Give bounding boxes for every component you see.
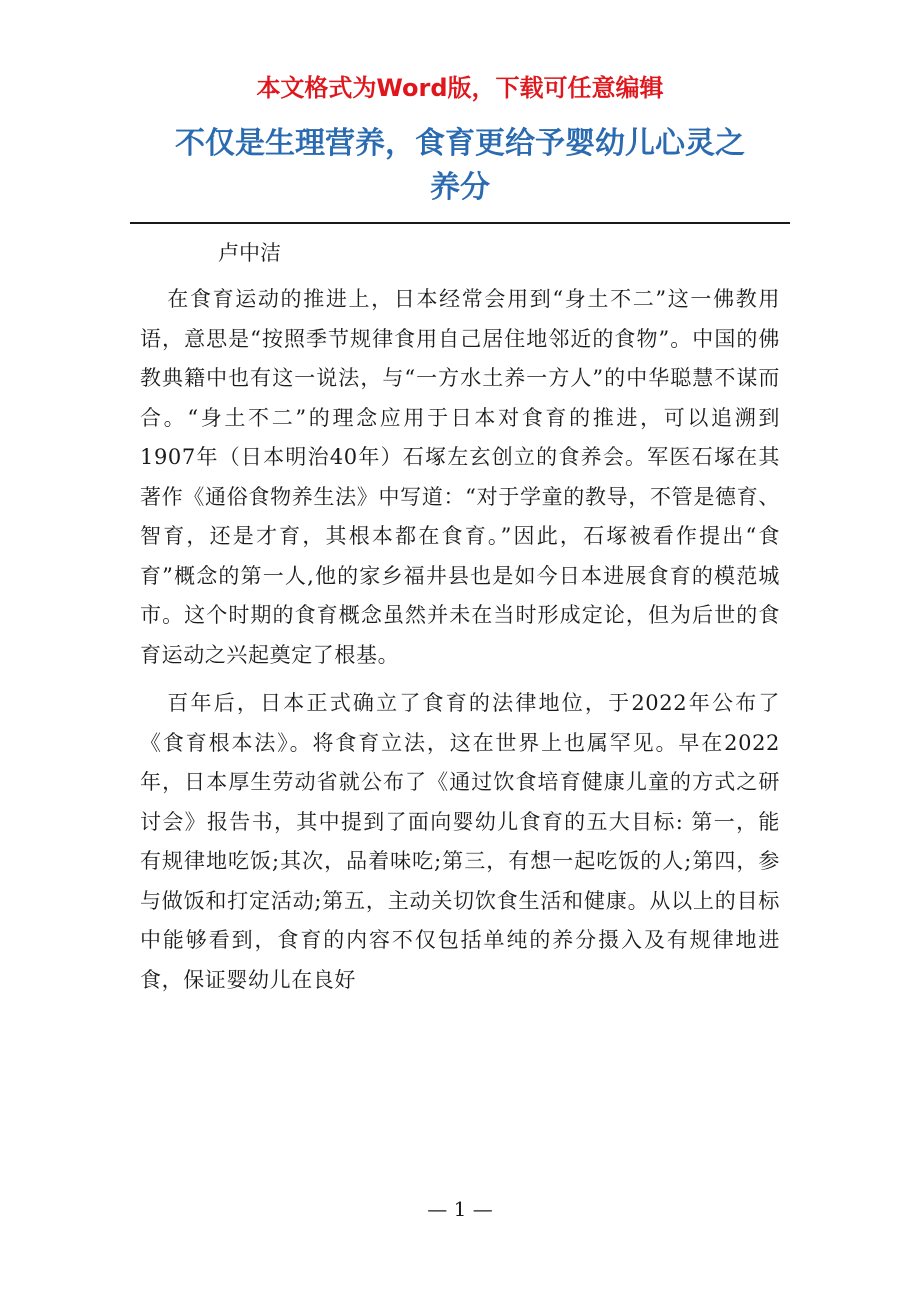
paragraph-2: 百年后，日本正式确立了食育的法律地位，于2022年公布了《食育根本法》。将食育立法，这在世界上也属罕见。早在2022年，日本厚生劳动省就公布了《通过饮食培育健康儿童的方式之研讨会》报告书，其中提到了面向婴幼儿食育的五大目标: 第一，能有规律地吃饭;其次，品着味吃;第三，有想一起吃饭的人;第四，参与做饭和打定活动;第五，主动关切饮食生活和健康。从以上的目标中能够看到，食育的内容不仅包括单纯的养分摄入及有规律地进食，保证婴幼儿在良好: [140, 691, 780, 992]
article-title: [130, 122, 790, 210]
page-number: — 1 —: [427, 1197, 493, 1221]
title-divider: [130, 222, 790, 224]
article-body: [140, 280, 780, 1009]
author-name: 卢中洁: [218, 241, 281, 265]
title-line-1: 不仅是生理营养，食育更给予婴幼儿心灵之: [175, 126, 745, 161]
title-line-2: 养分: [430, 170, 490, 205]
paragraph-1: 在食育运动的推进上，日本经常会用到“身土不二”这一佛教用语，意思是“按照季节规律食用自己居住地邻近的食物”。中国的佛教典籍中也有这一说法，与“一方水土养一方人”的中华聪慧不谋而合。“身土不二”的理念应用于日本对食育的推进，可以追溯到1907年（日本明治40年）石塚左玄创立的食养会。军医石塚在其著作《通俗食物养生法》中写道：“对于学童的教导，不管是德育、智育，还是才育，其根本都在食育。”因此，石塚被看作提出“食育”概念的第一人,他的家乡福井县也是如今日本进展食育的模范城市。这个时期的食育概念虽然并未在当时形成定论，但为后世的食育运动之兴起奠定了根基。: [140, 287, 780, 667]
format-banner: 本文格式为Word版，下载可任意编辑: [256, 74, 664, 102]
